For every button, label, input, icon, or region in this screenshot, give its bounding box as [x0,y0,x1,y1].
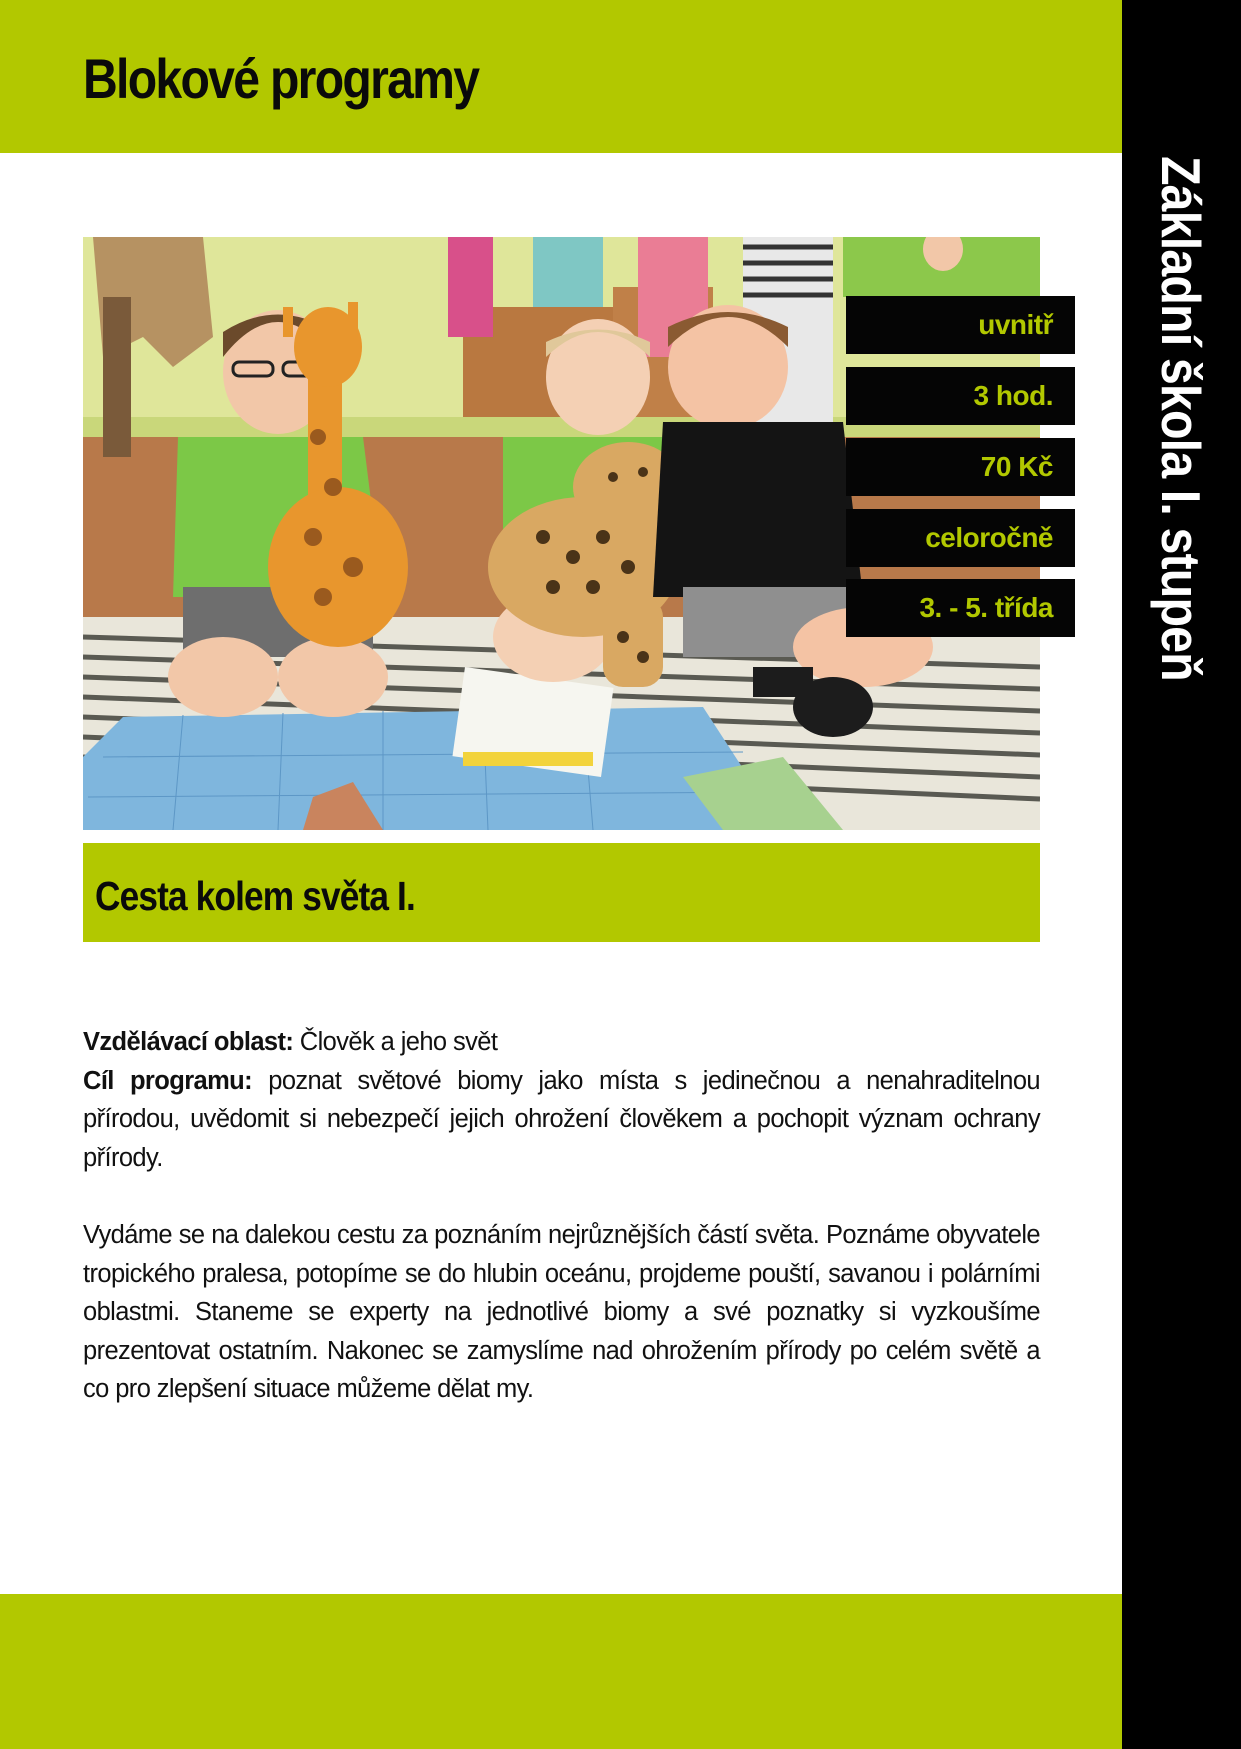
area-label: Vzdělávací oblast: [83,1028,294,1056]
tag-grade: 3. - 5. třída [846,579,1075,637]
background-person [533,237,603,307]
tag-duration: 3 hod. [846,367,1075,425]
side-title: Základní škola I. stupeň [1150,156,1212,681]
tag-location: uvnitř [846,296,1075,354]
tag-season: celoročně [846,509,1075,567]
background-person [448,237,493,337]
ruler [463,752,593,766]
wood-log [103,297,131,457]
tag-price: 70 Kč [846,438,1075,496]
program-description: Vydáme se na dalekou cestu za poznáním nejrůznějších částí světa. Poznáme obyvatele tropického pralesa, potopíme se do hlubin oceánu, projdeme pouští, savanou i polárními oblastmi. Staneme se experty na jednotlivé biomy a své poznatky si vyzkoušíme prezentovat ostatním. Nakonec se zamyslíme nad ohrožením přírody po celém světě a co pro zlepšení situace můžeme dělat my. [83,1221,1040,1403]
program-title: Cesta kolem světa I. [95,873,415,919]
footer-band [0,1594,1122,1749]
goal-label: Cíl programu: [83,1066,253,1095]
page-title: Blokové programy [83,47,479,110]
area-line [83,1023,1040,1062]
goal-value: poznat světové biomy jako místa s jedinečnou a nenahraditelnou přírodou, uvědomit si nebezpečí jejich ohrožení člověkem a pochopit význam ochrany přírody. [83,1066,1040,1172]
program-text [83,1023,1040,1409]
goal-line [83,1062,1040,1178]
area-value: Člověk a jeho svět [299,1028,498,1056]
